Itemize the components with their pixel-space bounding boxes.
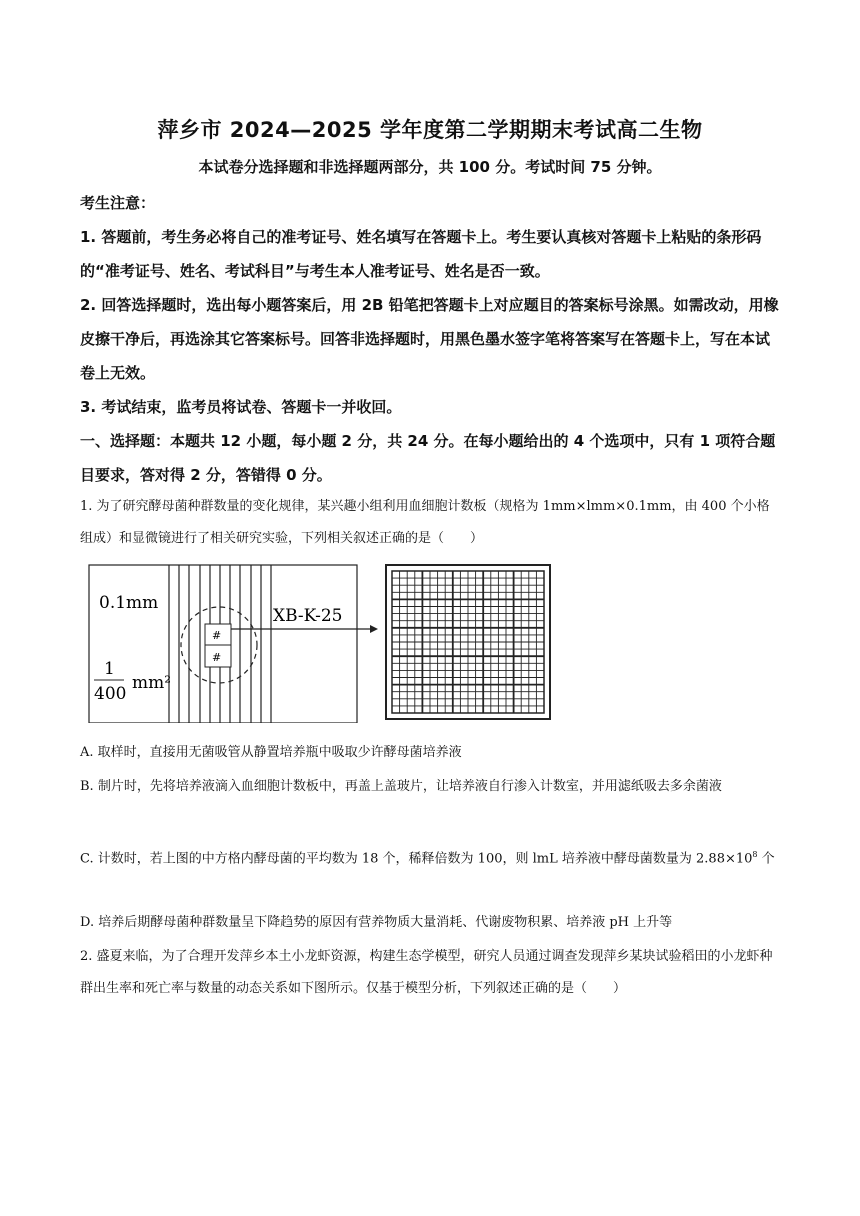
exam-subtitle: 本试卷分选择题和非选择题两部分，共 100 分。考试时间 75 分钟。 (198, 158, 662, 176)
question-1-option-c (80, 839, 780, 875)
hemocytometer-figure (88, 563, 558, 723)
option-c-exponent: 8 (752, 850, 758, 859)
arrow-head (370, 625, 378, 633)
question-2-stem: 2. 盛夏来临，为了合理开发萍乡本土小龙虾资源，构建生态学模型，研究人员通过调查发现萍乡某块试验稻田的小龙虾种群出生率和死亡率与数量的动态关系如下图所示。仅基于模型分析，下列叙述正确的是（ ） (80, 949, 773, 996)
grid-mark-bottom: # (212, 651, 222, 664)
question-1-option-d: D. 培养后期酵母菌种群数量呈下降趋势的原因有营养物质大量消耗、代谢废物积累、培养液 pH 上升等 (80, 915, 673, 930)
option-c-text: C. 计数时，若上图的中方格内酵母菌的平均数为 18 个，稀释倍数为 100，则 lmL 培养液中酵母菌数量为 2.88×10 (80, 851, 753, 867)
label-area-unit: mm² (132, 673, 172, 693)
label-model: XB-K-25 (273, 606, 343, 626)
question-1-option-b: B. 制片时，先将培养液滴入血细胞计数板中，再盖上盖玻片，让培养液自行渗入计数室，并用滤纸吸去多余菌液 (80, 779, 722, 794)
label-depth: 0.1mm (99, 593, 159, 613)
section-heading-choice: 一、选择题：本题共 12 小题，每小题 2 分，共 24 分。在每小题给出的 4 个选项中，只有 1 项符合题目要求，答对得 2 分，答错得 0 分。 (80, 432, 776, 484)
notice-item-3: 3. 考试结束，监考员将试卷、答题卡一并收回。 (80, 398, 402, 416)
counting-grid (392, 571, 544, 713)
notice-item-2: 2. 回答选择题时，选出每小题答案后，用 2B 铅笔把答题卡上对应题目的答案标号涂黑。如需改动，用橡皮擦干净后，再选涂其它答案标号。回答非选择题时，用黑色墨水签字笔将答案写在答题卡上，写在本试卷上无效。 (80, 296, 779, 382)
notice-item-1: 1. 答题前，考生务必将自己的准考证号、姓名填写在答题卡上。考生要认真核对答题卡上粘贴的条形码的“准考证号、姓名、考试科目”与考生本人准考证号、姓名是否一致。 (80, 228, 762, 280)
exam-title: 萍乡市 2024—2025 学年度第二学期期末考试高二生物 (157, 118, 703, 142)
notice-heading: 考生注意： (80, 194, 156, 212)
option-c-tail: 个 (757, 851, 775, 867)
question-1-stem: 1. 为了研究酵母菌种群数量的变化规律，某兴趣小组利用血细胞计数板（规格为 1mm×lmm×0.1mm，由 400 个小格组成）和显微镜进行了相关研究实验，下列相关叙述正确的是（ ） (80, 499, 770, 546)
label-area-denominator: 400 (94, 684, 127, 704)
question-1-option-a: A. 取样时，直接用无菌吸管从静置培养瓶中吸取少许酵母菌培养液 (80, 745, 462, 760)
grid-mark-top: # (212, 629, 222, 642)
label-area-numerator: 1 (104, 659, 115, 679)
